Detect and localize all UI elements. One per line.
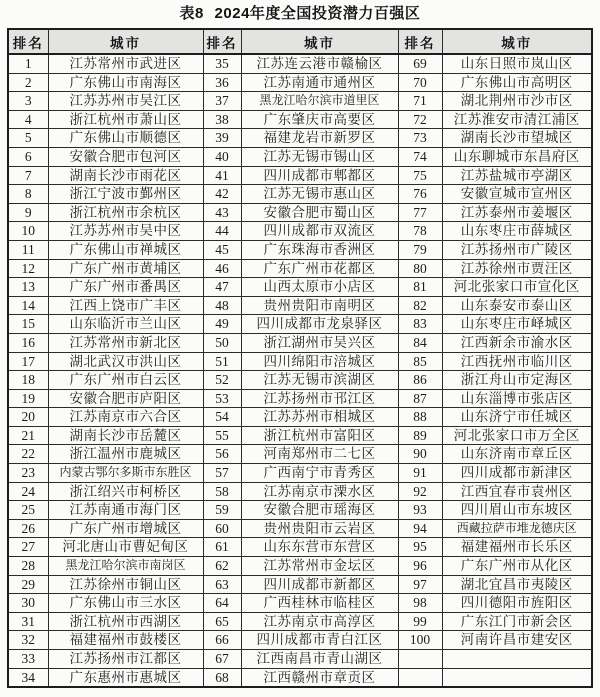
header-city-1: 城市 [48,29,203,54]
rank-cell: 13 [8,278,48,297]
rank-cell: 95 [398,538,442,557]
rank-cell: 7 [8,166,48,185]
city-cell: 湖北宜昌市夷陵区 [442,575,592,594]
city-cell: 江苏扬州市江都区 [48,650,203,669]
city-cell: 山西太原市小店区 [241,278,398,297]
table-header [8,29,592,54]
city-cell: 江苏无锡市惠山区 [241,185,398,204]
rank-cell: 60 [203,519,241,538]
rank-cell: 63 [203,575,241,594]
city-cell: 浙江温州市鹿城区 [48,445,203,464]
city-cell: 广东佛山市禅城区 [48,240,203,259]
table-row [8,54,592,73]
rank-cell: 72 [398,110,442,129]
city-cell: 江苏无锡市锡山区 [241,147,398,166]
table-row [8,259,592,278]
city-cell: 广东惠州市惠城区 [48,668,203,687]
rank-cell: 78 [398,222,442,241]
city-cell: 江苏淮安市清江浦区 [442,110,592,129]
table-row [8,389,592,408]
city-cell: 湖南长沙市雨花区 [48,166,203,185]
city-cell: 江苏常州市金坛区 [241,557,398,576]
city-cell: 山东枣庄市峄城区 [442,315,592,334]
rank-cell: 66 [203,631,241,650]
rank-cell: 21 [8,426,48,445]
rank-cell: 57 [203,464,241,483]
city-cell: 江苏徐州市贾汪区 [442,259,592,278]
city-cell: 山东聊城市东昌府区 [442,147,592,166]
city-cell: 广东广州市番禺区 [48,278,203,297]
city-cell: 黑龙江哈尔滨市道里区 [241,92,398,111]
table-row [8,482,592,501]
rank-cell: 8 [8,185,48,204]
city-cell: 江苏苏州市吴江区 [48,92,203,111]
table-row [8,575,592,594]
rank-cell: 48 [203,296,241,315]
rank-cell: 88 [398,408,442,427]
rank-cell: 89 [398,426,442,445]
rank-cell: 97 [398,575,442,594]
rank-cell: 6 [8,147,48,166]
rank-cell: 86 [398,371,442,390]
city-cell: 内蒙古鄂尔多斯市东胜区 [48,464,203,483]
city-cell: 贵州贵阳市云岩区 [241,519,398,538]
table-row [8,426,592,445]
rank-cell: 43 [203,203,241,222]
rank-cell: 99 [398,612,442,631]
table-row [8,129,592,148]
city-cell: 江苏泰州市姜堰区 [442,203,592,222]
rank-cell: 82 [398,296,442,315]
rank-cell: 58 [203,482,241,501]
city-cell: 广东珠海市香洲区 [241,240,398,259]
rank-cell: 79 [398,240,442,259]
rank-cell [398,650,442,669]
rank-cell: 10 [8,222,48,241]
city-cell: 江西宜春市袁州区 [442,482,592,501]
city-cell: 江苏南通市通州区 [241,73,398,92]
city-cell: 浙江绍兴市柯桥区 [48,482,203,501]
city-cell: 四川成都市龙泉驿区 [241,315,398,334]
rank-cell: 65 [203,612,241,631]
rank-cell: 77 [398,203,442,222]
rank-cell: 35 [203,54,241,73]
rank-cell: 26 [8,519,48,538]
city-cell: 广东肇庆市高要区 [241,110,398,129]
rank-cell: 41 [203,166,241,185]
rank-cell: 61 [203,538,241,557]
rank-cell: 9 [8,203,48,222]
table-row [8,408,592,427]
city-cell: 广西桂林市临桂区 [241,594,398,613]
rank-cell: 76 [398,185,442,204]
rank-cell: 42 [203,185,241,204]
rank-cell: 83 [398,315,442,334]
city-cell: 江苏盐城市亭湖区 [442,166,592,185]
rank-cell: 24 [8,482,48,501]
table-row [8,73,592,92]
rank-cell: 59 [203,501,241,520]
table-row [8,222,592,241]
city-cell: 河北唐山市曹妃甸区 [48,538,203,557]
city-cell: 安徽合肥市瑶海区 [241,501,398,520]
rank-cell: 47 [203,278,241,297]
city-cell: 山东临沂市兰山区 [48,315,203,334]
city-cell: 江苏连云港市赣榆区 [241,54,398,73]
rank-cell: 31 [8,612,48,631]
table-row [8,519,592,538]
rank-cell: 84 [398,333,442,352]
rank-cell: 80 [398,259,442,278]
rank-cell: 87 [398,389,442,408]
city-cell: 浙江杭州市富阳区 [241,426,398,445]
header-rank-2: 排名 [203,29,241,54]
city-cell: 广东广州市从化区 [442,557,592,576]
city-cell: 山东泰安市泰山区 [442,296,592,315]
city-cell: 四川成都市双流区 [241,222,398,241]
rank-cell: 90 [398,445,442,464]
city-cell: 江苏南京市高淳区 [241,612,398,631]
rank-cell: 36 [203,73,241,92]
rank-cell: 29 [8,575,48,594]
city-cell: 浙江宁波市鄞州区 [48,185,203,204]
city-cell: 福建福州市长乐区 [442,538,592,557]
rank-cell: 85 [398,352,442,371]
city-cell: 四川成都市新都区 [241,575,398,594]
table-row [8,612,592,631]
rank-cell: 27 [8,538,48,557]
rank-cell: 54 [203,408,241,427]
rank-cell: 33 [8,650,48,669]
rank-cell: 19 [8,389,48,408]
city-cell: 河南许昌市建安区 [442,631,592,650]
city-cell: 山东济南市章丘区 [442,445,592,464]
rank-cell: 68 [203,668,241,687]
city-cell: 山东枣庄市薛城区 [442,222,592,241]
city-cell: 广东佛山市南海区 [48,73,203,92]
header-city-3: 城市 [442,29,592,54]
city-cell: 山东日照市岚山区 [442,54,592,73]
rank-cell: 64 [203,594,241,613]
city-cell: 福建福州市鼓楼区 [48,631,203,650]
rank-cell: 46 [203,259,241,278]
rank-cell: 94 [398,519,442,538]
city-cell: 广东广州市黄埔区 [48,259,203,278]
city-cell: 湖北武汉市洪山区 [48,352,203,371]
city-cell: 江苏苏州市吴中区 [48,222,203,241]
rank-cell [398,668,442,687]
city-cell: 江苏无锡市滨湖区 [241,371,398,390]
city-cell: 江苏扬州市广陵区 [442,240,592,259]
city-cell: 河南郑州市二七区 [241,445,398,464]
city-cell: 福建龙岩市新罗区 [241,129,398,148]
rank-cell: 50 [203,333,241,352]
rank-cell: 91 [398,464,442,483]
table-row [8,557,592,576]
rank-cell: 69 [398,54,442,73]
city-cell: 湖南长沙市岳麓区 [48,426,203,445]
rank-cell: 81 [398,278,442,297]
rank-cell: 3 [8,92,48,111]
table-row [8,668,592,687]
rank-cell: 71 [398,92,442,111]
table-title: 表8 2024年度全国投资潜力百强区 [179,5,421,22]
table-row [8,650,592,669]
table-row [8,92,592,111]
city-cell: 江西上饶市广丰区 [48,296,203,315]
rank-cell: 25 [8,501,48,520]
rank-cell: 62 [203,557,241,576]
rank-cell: 2 [8,73,48,92]
rank-cell: 16 [8,333,48,352]
city-cell: 广东江门市新会区 [442,612,592,631]
header-rank-1: 排名 [8,29,48,54]
city-cell: 浙江湖州市吴兴区 [241,333,398,352]
city-cell: 江苏苏州市相城区 [241,408,398,427]
rank-cell: 100 [398,631,442,650]
rank-cell: 38 [203,110,241,129]
rank-cell: 5 [8,129,48,148]
city-cell: 四川德阳市旌阳区 [442,594,592,613]
rank-cell: 44 [203,222,241,241]
rank-cell: 67 [203,650,241,669]
table-row [8,352,592,371]
city-cell [442,668,592,687]
rank-cell: 45 [203,240,241,259]
rank-cell: 39 [203,129,241,148]
table-row [8,315,592,334]
city-cell: 江苏常州市武进区 [48,54,203,73]
rank-cell: 4 [8,110,48,129]
city-cell: 浙江舟山市定海区 [442,371,592,390]
table-row [8,240,592,259]
city-cell: 安徽合肥市蜀山区 [241,203,398,222]
rank-cell: 20 [8,408,48,427]
table-body [8,54,592,687]
city-cell: 江苏常州市新北区 [48,333,203,352]
rank-cell: 98 [398,594,442,613]
city-cell: 四川成都市郫都区 [241,166,398,185]
city-cell: 广东佛山市高明区 [442,73,592,92]
rank-cell: 30 [8,594,48,613]
city-cell: 湖北荆州市沙市区 [442,92,592,111]
table-row [8,538,592,557]
rank-cell: 37 [203,92,241,111]
rank-cell: 73 [398,129,442,148]
rank-cell: 49 [203,315,241,334]
table-row [8,464,592,483]
city-cell: 山东东营市东营区 [241,538,398,557]
rank-cell: 40 [203,147,241,166]
city-cell: 江西抚州市临川区 [442,352,592,371]
rank-cell: 18 [8,371,48,390]
table-row [8,501,592,520]
table-row [8,333,592,352]
header-row [8,29,592,54]
table-row [8,296,592,315]
rank-cell: 32 [8,631,48,650]
rank-cell: 56 [203,445,241,464]
city-cell: 江西南昌市青山湖区 [241,650,398,669]
rank-cell: 34 [8,668,48,687]
rank-cell: 55 [203,426,241,445]
table-row [8,631,592,650]
city-cell: 广东佛山市顺德区 [48,129,203,148]
city-cell: 浙江杭州市余杭区 [48,203,203,222]
rank-cell: 93 [398,501,442,520]
city-cell: 浙江杭州市萧山区 [48,110,203,129]
table-row [8,594,592,613]
city-cell: 四川眉山市东坡区 [442,501,592,520]
city-cell: 广东广州市白云区 [48,371,203,390]
city-cell: 贵州贵阳市南明区 [241,296,398,315]
rank-cell: 22 [8,445,48,464]
table-row [8,185,592,204]
city-cell: 江苏南京市六合区 [48,408,203,427]
rank-cell: 17 [8,352,48,371]
header-city-2: 城市 [241,29,398,54]
city-cell: 西藏拉萨市堆龙德庆区 [442,519,592,538]
city-cell: 湖南长沙市望城区 [442,129,592,148]
city-cell: 河北张家口市万全区 [442,426,592,445]
city-cell: 江西新余市渝水区 [442,333,592,352]
city-cell: 江苏南通市海门区 [48,501,203,520]
rank-cell: 14 [8,296,48,315]
city-cell: 安徽合肥市包河区 [48,147,203,166]
table-row [8,147,592,166]
city-cell: 山东淄博市张店区 [442,389,592,408]
rank-cell: 15 [8,315,48,334]
header-rank-3: 排名 [398,29,442,54]
rank-cell: 28 [8,557,48,576]
rank-cell: 12 [8,259,48,278]
city-cell: 江西赣州市章贡区 [241,668,398,687]
table-row [8,110,592,129]
city-cell: 广西南宁市青秀区 [241,464,398,483]
rank-cell: 23 [8,464,48,483]
city-cell: 四川绵阳市涪城区 [241,352,398,371]
city-cell [442,650,592,669]
city-cell: 江苏扬州市邗江区 [241,389,398,408]
city-cell: 广东佛山市三水区 [48,594,203,613]
rank-cell: 70 [398,73,442,92]
city-cell: 广东广州市花都区 [241,259,398,278]
city-cell: 四川成都市新津区 [442,464,592,483]
rank-cell: 11 [8,240,48,259]
rank-cell: 75 [398,166,442,185]
top100-districts-table [7,28,593,688]
city-cell: 安徽宣城市宣州区 [442,185,592,204]
city-cell: 广东广州市增城区 [48,519,203,538]
rank-cell: 74 [398,147,442,166]
table-row [8,445,592,464]
city-cell: 四川成都市青白江区 [241,631,398,650]
table-row [8,278,592,297]
city-cell: 浙江杭州市西湖区 [48,612,203,631]
rank-cell: 52 [203,371,241,390]
city-cell: 黑龙江哈尔滨市南岗区 [48,557,203,576]
city-cell: 江苏南京市溧水区 [241,482,398,501]
rank-cell: 92 [398,482,442,501]
city-cell: 江苏徐州市铜山区 [48,575,203,594]
rank-cell: 96 [398,557,442,576]
city-cell: 安徽合肥市庐阳区 [48,389,203,408]
table-row [8,166,592,185]
city-cell: 河北张家口市宣化区 [442,278,592,297]
rank-cell: 1 [8,54,48,73]
table-row [8,371,592,390]
rank-cell: 51 [203,352,241,371]
rank-cell: 53 [203,389,241,408]
city-cell: 山东济宁市任城区 [442,408,592,427]
table-row [8,203,592,222]
